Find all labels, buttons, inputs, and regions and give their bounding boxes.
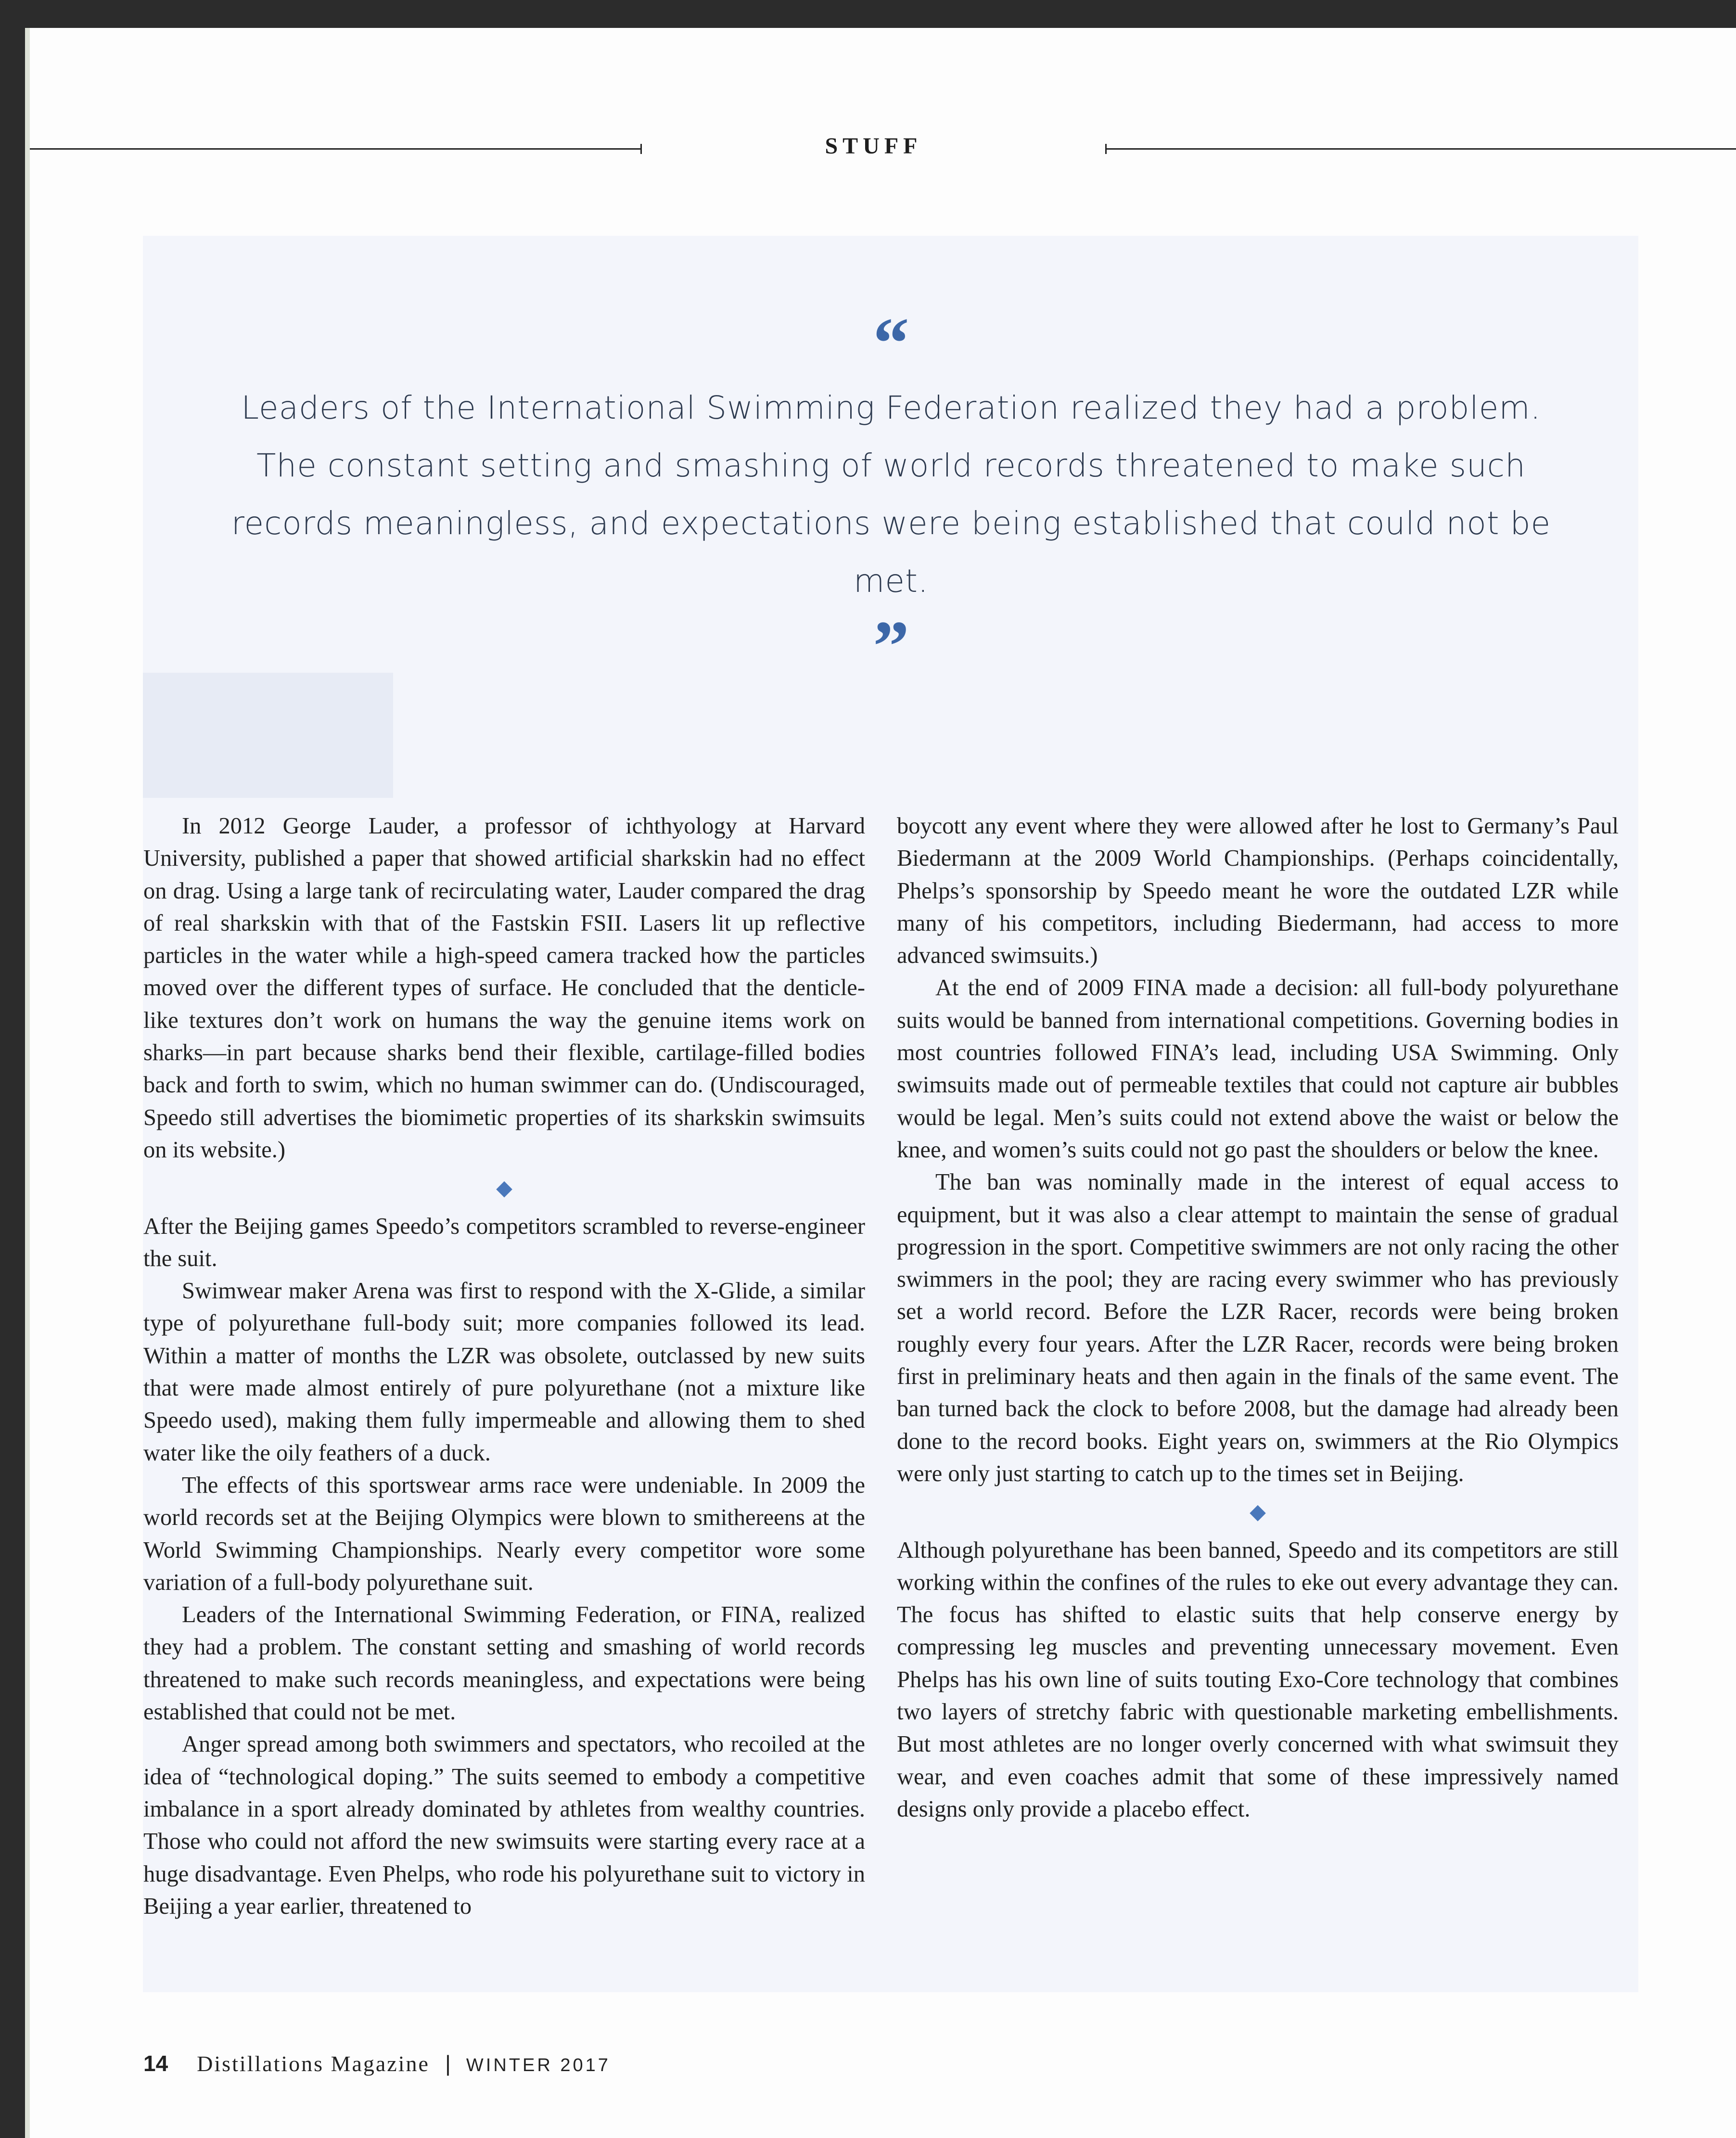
magazine-name: Distillations Magazine: [197, 2051, 430, 2076]
page-footer: [143, 2049, 611, 2078]
close-quote-mark: ”: [873, 606, 909, 686]
paragraph: Although polyurethane has been banned, Speedo and its competitors are still working within the confines of the rules to eke out every advantage they can. The focus has shifted to elastic suits that help conserve energy by compressing leg muscles and preventing unnecessary movement. Even Phelps has his own line of suits touting Exo-Core technology that combines two layers of stretchy fabric with questionable marketing embellishments. But most athletes are no longer overly concerned with what swimsuit they wear, and even coaches admit that some of these impressively named designs only provide a placebo effect.: [897, 1537, 1619, 1822]
paragraph: The effects of this sportswear arms race were undeniable. In 2009 the world records set at the Beijing Olympics were blown to smithereens at the World Swimming Championships. Nearly every competitor wore some variation of a full-body polyurethane suit.: [143, 1472, 865, 1595]
footer-separator: |: [445, 2051, 451, 2076]
issue-label: WINTER 2017: [466, 2055, 611, 2075]
paragraph: The ban was nominally made in the interest of equal access to equipment, but it was also a clear attempt to maintain the sense of gradual progression in the sport. Competitive swimmers are not only racing the other swimmers in the pool; they are racing every swimmer who has previously set a world record. Before the LZR Racer, records were being broken roughly every four years. After the LZR Racer, records were being broken first in preliminary heats and then again in the finals of the same event. The ban turned back the clock to before 2008, but the damage had already been done to the record books. Eight years on, swimmers at the Rio Olympics were only just starting to catch up to the times set in Beijing.: [897, 1169, 1619, 1486]
page-edge: [25, 28, 30, 2138]
bleed-through-shadow: [143, 673, 393, 798]
article-column-right: [897, 810, 1619, 1825]
article-column-left: [143, 810, 865, 1922]
section-divider-icon: ◆: [1250, 1500, 1266, 1524]
open-quote-mark: “: [873, 303, 909, 383]
paragraph: In 2012 George Lauder, a professor of ichthyology at Harvard University, published a paper that showed artificial sharkskin had no effect on drag. Using a large tank of recirculating water, Lauder compared the drag of real sharkskin with that of the Fastskin FSII. Lasers lit up reflective particles in the water while a high-speed camera tracked how the particles moved over the different types of surface. He concluded that the denticle-like textures don’t work on humans the way the genuine items work on sharks—in part because sharks bend their flexible, cartilage-filled bodies back and forth to swim, which no human swimmer can do. (Undiscouraged, Speedo still advertises the biomimetic properties of its sharkskin swimsuits on its website.): [143, 813, 865, 1163]
pull-quote: [227, 303, 1555, 686]
paragraph: boycott any event where they were allowed after he lost to Germany’s Paul Biedermann at the 2009 World Championships. (Perhaps coincidentally, Phelps’s sponsorship by Speedo meant he wore the outdated LZR while many of his competitors, including Biedermann, had access to more advanced swimsuits.): [897, 813, 1619, 969]
paragraph: After the Beijing games Speedo’s competitors scrambled to reverse-engineer the suit.: [143, 1213, 865, 1271]
section-divider-icon: ◆: [496, 1176, 512, 1200]
pull-quote-text: Leaders of the International Swimming Federation realized they had a problem. The constant setting and smashing of world records threatened to make such records meaningless, and expectations were being established that could not be met.: [231, 389, 1551, 600]
header-rule-right: [1105, 148, 1736, 150]
page-number: 14: [143, 2051, 168, 2076]
header-rule-left: [25, 148, 642, 150]
paragraph: At the end of 2009 FINA made a decision: all full-body polyurethane suits would be banned from international competitions. Governing bodies in most countries followed FINA’s lead, including USA Swimming. Only swimsuits made out of permeable textiles that could not capture air bubbles would be legal. Men’s suits could not extend above the waist or below the knee, and women’s suits could not go past the shoulders or below the knee.: [897, 975, 1619, 1163]
magazine-page: [25, 28, 1736, 2138]
paragraph: Swimwear maker Arena was first to respond with the X-Glide, a similar type of polyurethane full-body suit; more companies followed its lead. Within a matter of months the LZR was obsolete, outclassed by new suits that were made almost entirely of pure polyurethane (not a mixture like Speedo used), making them fully impermeable and allowing them to shed water like the oily feathers of a duck.: [143, 1278, 865, 1466]
paragraph: Anger spread among both swimmers and spectators, who recoiled at the idea of “technological doping.” The suits seemed to embody a competitive imbalance in a sport already dominated by athletes from wealthy countries. Those who could not afford the new swimsuits were starting every race at a huge disadvantage. Even Phelps, who rode his polyurethane suit to victory in Beijing a year earlier, threatened to: [143, 1731, 865, 1919]
section-label: STUFF: [825, 133, 922, 159]
paragraph: Leaders of the International Swimming Federation, or FINA, realized they had a problem. The constant setting and smashing of world records threatened to make such records meaningless, and expectations were being established that could not be met.: [143, 1602, 865, 1725]
